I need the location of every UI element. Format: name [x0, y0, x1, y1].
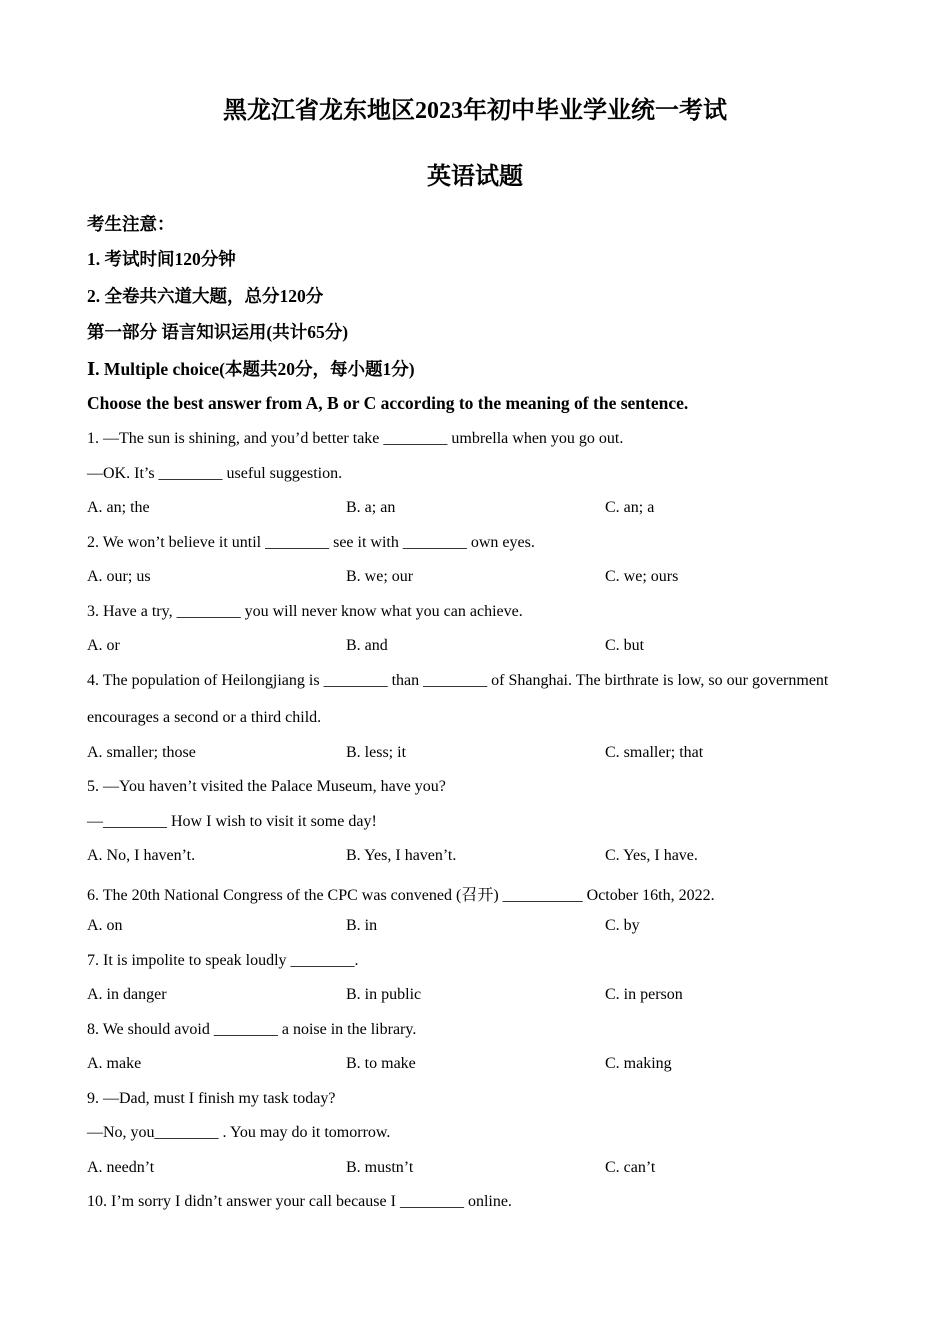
question-8-line-1: 8. We should avoid ________ a noise in the library.	[87, 1021, 417, 1038]
question-5-option-c: C. Yes, I have.	[605, 847, 698, 864]
question-9-option-a: A. needn’t	[87, 1159, 155, 1176]
section-one-instruction: Choose the best answer from A, B or C according to the meaning of the sentence.	[87, 393, 689, 413]
notice-item-time: 1. 考试时间120分钟	[87, 249, 236, 269]
question-8-option-a: A. make	[87, 1055, 142, 1072]
question-2-option-b: B. we; our	[346, 568, 414, 585]
part-one-title: 第一部分 语言知识运用(共计65分)	[87, 322, 349, 342]
section-one-title: Ⅰ. Multiple choice(本题共20分，每小题1分)	[87, 359, 415, 379]
question-4-line-1: 4. The population of Heilongjiang is ________ than ________ of Shanghai. The birthrate is low, so our government	[87, 672, 829, 689]
question-7-option-b: B. in public	[346, 986, 422, 1003]
exam-title: 黑龙江省龙东地区2023年初中毕业学业统一考试	[223, 98, 727, 124]
question-3-line-1: 3. Have a try, ________ you will never know what you can achieve.	[87, 603, 523, 620]
question-9-line-2: —No, you________ . You may do it tomorrow.	[87, 1124, 391, 1141]
question-5-option-a: A. No, I haven’t.	[87, 847, 196, 864]
question-4-line-2: encourages a second or a third child.	[87, 709, 322, 726]
question-9-line-1: 9. —Dad, must I finish my task today?	[87, 1090, 336, 1107]
question-9-option-c: C. can’t	[605, 1159, 656, 1176]
notice-heading: 考生注意：	[87, 214, 175, 234]
question-3-option-c: C. but	[605, 637, 645, 654]
question-10-line-1: 10. I’m sorry I didn’t answer your call because I ________ online.	[87, 1193, 512, 1210]
question-2-option-a: A. our; us	[87, 568, 151, 585]
exam-subtitle: 英语试题	[427, 164, 523, 190]
question-5-option-b: B. Yes, I haven’t.	[346, 847, 457, 864]
question-8-option-c: C. making	[605, 1055, 672, 1072]
question-1-line-2: —OK. It’s ________ useful suggestion.	[87, 465, 343, 482]
question-9-option-b: B. mustn’t	[346, 1159, 414, 1176]
question-4-option-c: C. smaller; that	[605, 744, 704, 761]
question-2-option-c: C. we; ours	[605, 568, 679, 585]
question-8-option-b: B. to make	[346, 1055, 416, 1072]
question-1-option-b: B. a; an	[346, 499, 396, 516]
question-5-line-1: 5. —You haven’t visited the Palace Museum, have you?	[87, 778, 446, 795]
question-6-option-a: A. on	[87, 917, 123, 934]
question-1-line-1: 1. —The sun is shining, and you’d better take ________ umbrella when you go out.	[87, 430, 624, 447]
notice-item-score: 2. 全卷共六道大题，总分120分	[87, 286, 324, 306]
question-1-option-c: C. an; a	[605, 499, 655, 516]
question-4-option-b: B. less; it	[346, 744, 407, 761]
question-6-option-b: B. in	[346, 917, 378, 934]
question-4-option-a: A. smaller; those	[87, 744, 196, 761]
question-3-option-a: A. or	[87, 637, 120, 654]
question-5-line-2: —________ How I wish to visit it some day!	[87, 813, 377, 830]
question-6-line-1: 6. The 20th National Congress of the CPC was convened (召开) __________ October 16th, 2022.	[87, 887, 715, 904]
question-7-option-c: C. in person	[605, 986, 683, 1003]
question-7-line-1: 7. It is impolite to speak loudly ________.	[87, 952, 359, 969]
question-6-option-c: C. by	[605, 917, 640, 934]
question-2-line-1: 2. We won’t believe it until ________ see it with ________ own eyes.	[87, 534, 535, 551]
question-1-option-a: A. an; the	[87, 499, 150, 516]
question-3-option-b: B. and	[346, 637, 388, 654]
question-7-option-a: A. in danger	[87, 986, 167, 1003]
